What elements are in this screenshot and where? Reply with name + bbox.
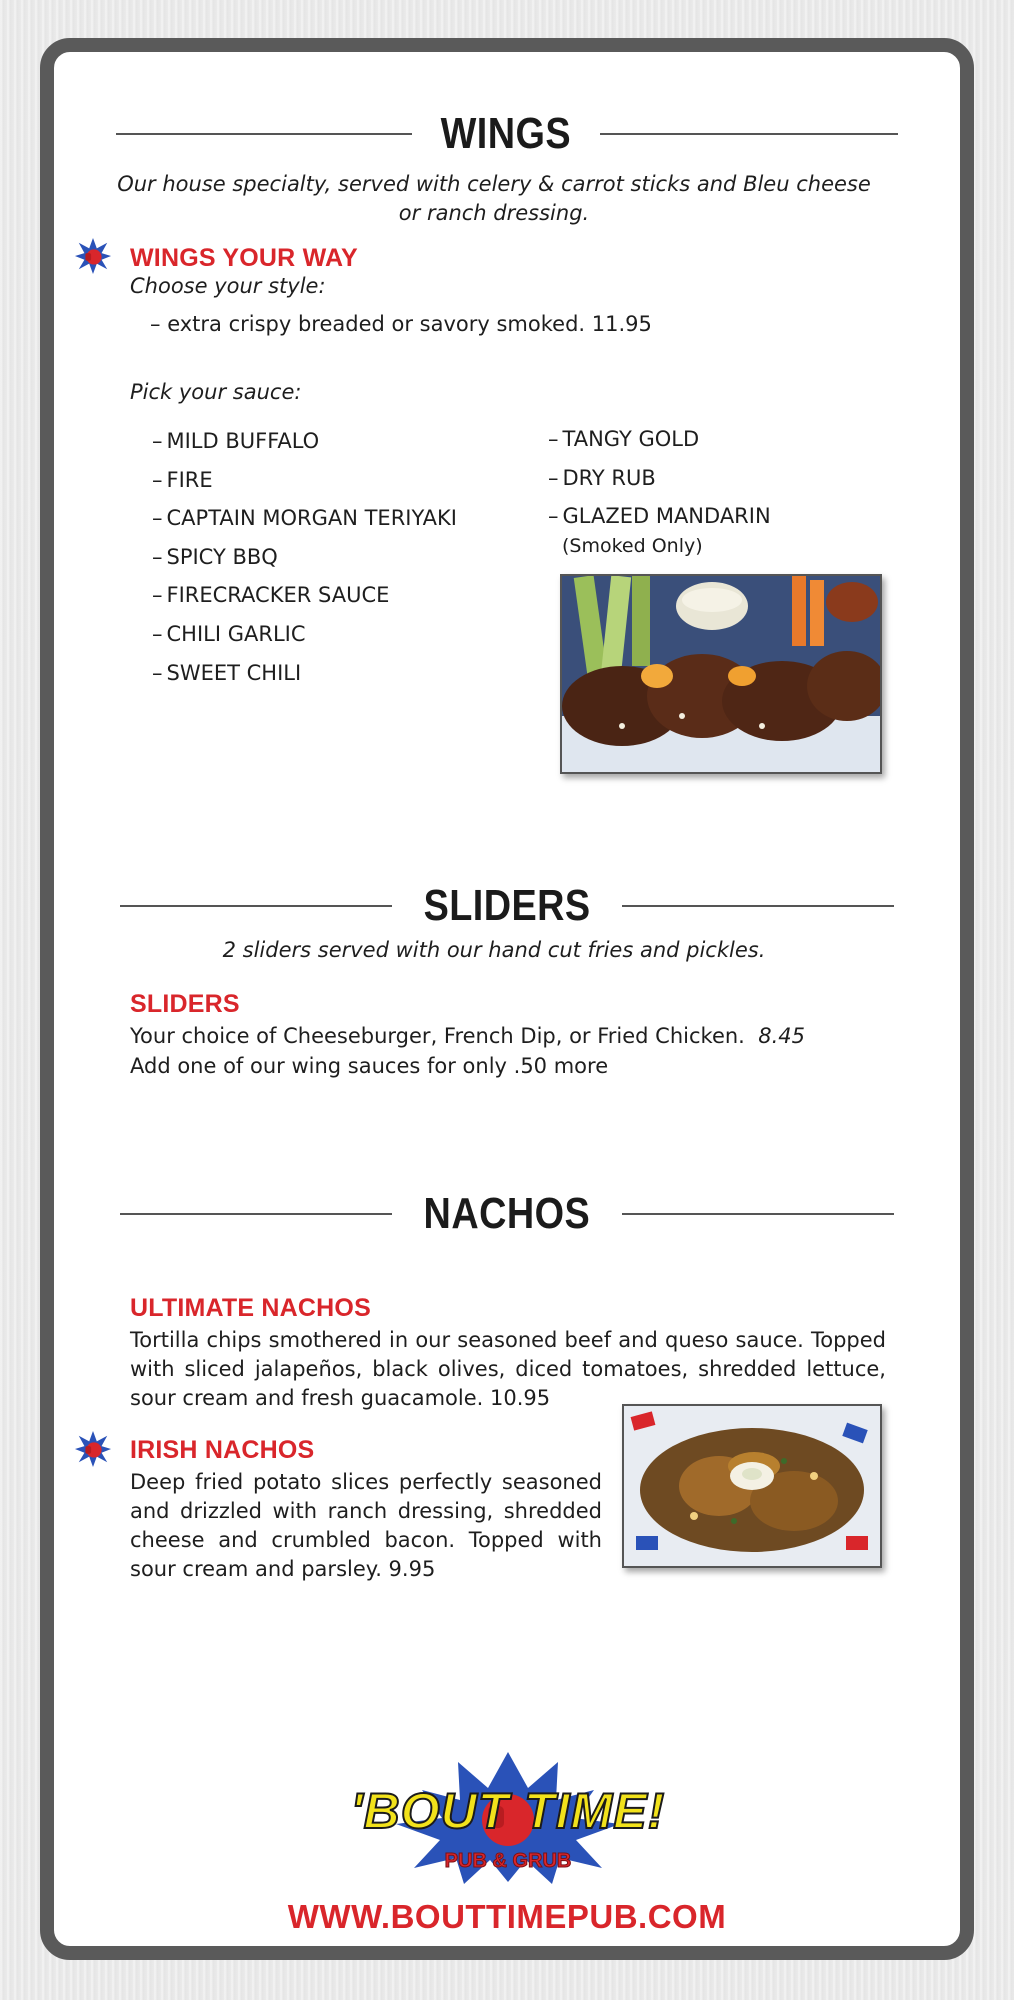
sliders-heading bbox=[54, 881, 960, 930]
boxing-glove-burst-icon bbox=[74, 1430, 112, 1468]
divider-line bbox=[622, 1213, 894, 1215]
sliders-price: 8.45 bbox=[758, 1024, 805, 1048]
list-item: – GLAZED MANDARIN bbox=[548, 504, 771, 529]
website-link[interactable]: WWW.BOUTTIMEPUB.COM bbox=[287, 1898, 727, 1935]
list-item: – SPICY BBQ bbox=[152, 544, 278, 569]
list-item: – TANGY GOLD bbox=[548, 427, 700, 451]
sliders-desc-text: Your choice of Cheeseburger, French Dip, or Fried Chicken. bbox=[130, 1024, 745, 1048]
sauce-note: (Smoked Only) bbox=[562, 535, 703, 557]
sliders-title: SLIDERS bbox=[423, 881, 591, 930]
sauce-list-left bbox=[152, 426, 457, 696]
menu-card bbox=[40, 38, 974, 1960]
divider-line bbox=[600, 133, 898, 135]
list-item: – CHILI GARLIC bbox=[152, 621, 306, 646]
divider-line bbox=[116, 133, 412, 135]
sliders-description bbox=[130, 1022, 890, 1051]
list-item: – CAPTAIN MORGAN TERIYAKI bbox=[152, 506, 458, 531]
divider-line bbox=[622, 905, 894, 907]
bout-time-logo bbox=[290, 1748, 726, 1886]
style-option bbox=[150, 310, 652, 339]
ultimate-nachos-desc: Tortilla chips smothered in our seasoned beef and queso sauce. Topped with sliced jalapeños, black olives, diced tomatoes, shredded lettuce, sour cream and fresh guacamole. 10.95 bbox=[130, 1328, 886, 1410]
logo-main-text: 'BOUT TIME! bbox=[350, 1783, 666, 1839]
divider-line bbox=[120, 1213, 392, 1215]
list-dash: – bbox=[150, 312, 168, 336]
irish-nachos-desc: Deep fried potato slices perfectly seasoned and drizzled with ranch dressing, shredded cheese and crumbled bacon. Topped with sour cream and parsley. 9.95 bbox=[130, 1470, 602, 1581]
style-option-text: extra crispy breaded or savory smoked. 11.95 bbox=[167, 312, 652, 336]
ultimate-nachos-title: ULTIMATE NACHOS bbox=[130, 1294, 371, 1322]
choose-style-label: Choose your style: bbox=[130, 274, 326, 298]
sauce-list-right bbox=[548, 424, 771, 540]
nachos-heading bbox=[54, 1189, 960, 1238]
wings-your-way-title: WINGS YOUR WAY bbox=[130, 244, 358, 272]
wings-heading bbox=[54, 109, 960, 158]
wings-title: WINGS bbox=[440, 109, 572, 158]
list-item: – FIRE bbox=[152, 467, 213, 492]
sliders-addon: Add one of our wing sauces for only .50 more bbox=[130, 1054, 609, 1078]
list-item: – MILD BUFFALO bbox=[152, 429, 320, 453]
sliders-item-title: SLIDERS bbox=[130, 990, 240, 1018]
wings-intro: Our house specialty, served with celery & carrot sticks and Bleu cheese or ranch dressing. bbox=[117, 172, 871, 225]
irish-nachos-title: IRISH NACHOS bbox=[130, 1436, 315, 1464]
list-item: – SWEET CHILI bbox=[152, 660, 302, 685]
nachos-photo bbox=[622, 1404, 882, 1568]
pick-sauce-label: Pick your sauce: bbox=[130, 380, 302, 404]
list-item: – FIRECRACKER SAUCE bbox=[152, 583, 390, 608]
divider-line bbox=[120, 905, 392, 907]
logo-sub-text: PUB & GRUB bbox=[444, 1850, 572, 1872]
wings-photo bbox=[560, 574, 882, 774]
list-item: – DRY RUB bbox=[548, 465, 656, 490]
nachos-title: NACHOS bbox=[423, 1189, 591, 1238]
boxing-glove-burst-icon bbox=[74, 237, 112, 275]
sliders-intro: 2 sliders served with our hand cut fries and pickles. bbox=[222, 938, 766, 962]
